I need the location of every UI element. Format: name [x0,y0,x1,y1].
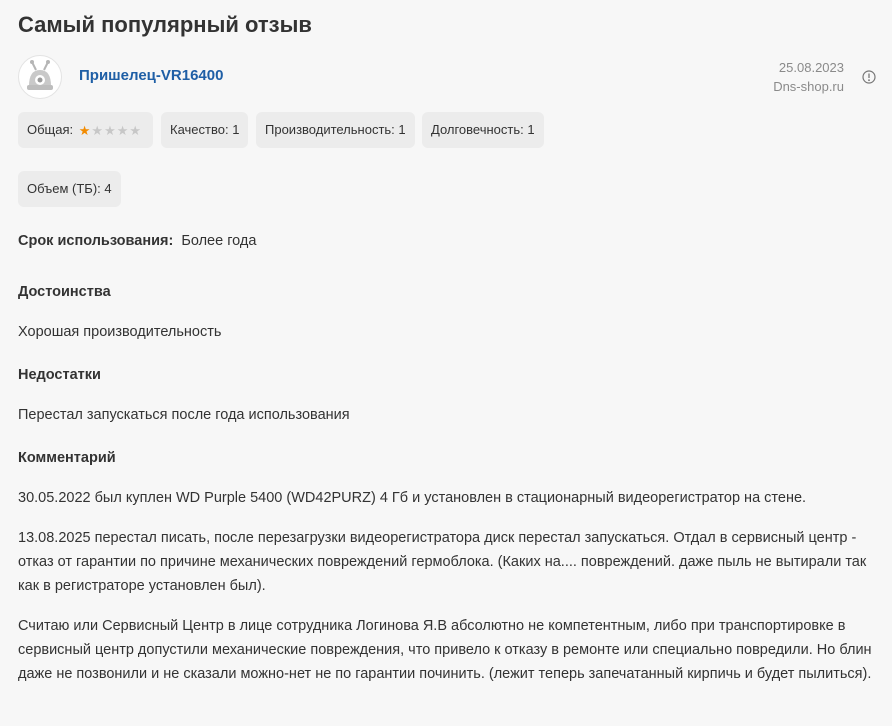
rating-stars [79,113,142,149]
rating-volume-chip: Объем (ТБ): 4 [18,171,121,207]
cons-text: Перестал запускаться после года использования [18,407,350,423]
review-heading: Самый популярный отзыв [18,12,312,37]
usage-value: Более года [181,233,257,249]
star-icon: ★ [91,122,104,138]
cons-heading: Недостатки [18,367,101,383]
star-icon: ★ [116,122,129,138]
comment-paragraph: 30.05.2022 был куплен WD Purple 5400 (WD42PURZ) 4 Гб и установлен в стационарный видеорегистратор на стене. [18,490,807,506]
comment-heading: Комментарий [18,450,116,466]
star-icon: ★ [78,122,91,138]
rating-performance-chip: Производительность: 1 [256,112,415,148]
usage-label: Срок использования: [18,233,174,249]
comment-paragraph: 13.08.2025 перестал писать, после перезагрузки видеорегистратора диск перестал запускаться. Отдал в сервисный центр - отказ от гарантии по причине механических повреждений гермоблока. (Каких на.... повреждений. даже пыль не вытирали так как в регистраторе установлен был). [18,530,867,594]
pros-text: Хорошая производительность [18,324,222,340]
author-link[interactable]: Пришелец-VR16400 [79,67,224,84]
pros-heading: Достоинства [18,284,111,300]
alien-robot-avatar-icon [19,56,61,98]
review-source: Dns-shop.ru [773,79,844,94]
star-icon: ★ [104,122,116,138]
info-circle-icon[interactable] [862,70,876,84]
usage-row [18,230,256,253]
rating-overall-label: Общая: [27,122,74,137]
rating-durability-chip: Долговечность: 1 [422,112,544,148]
star-icon: ★ [129,122,142,138]
rating-quality-chip: Качество: 1 [161,112,248,148]
review-date: 25.08.2023 [778,60,844,75]
comment-paragraph: Считаю или Сервисный Центр в лице сотрудника Логинова Я.В абсолютно не компетентным, либо при транспортировке в сервисный центр допустили механические повреждения, что привело к отказу в ремонте или специально повредили. Но блин даже не позвонили и не сказали можно-нет не по гарантии починить. (лежит теперь запечатанный кирпичь и будет пылиться). [18,618,872,682]
user-avatar[interactable] [18,55,62,99]
rating-overall-chip [18,112,153,148]
